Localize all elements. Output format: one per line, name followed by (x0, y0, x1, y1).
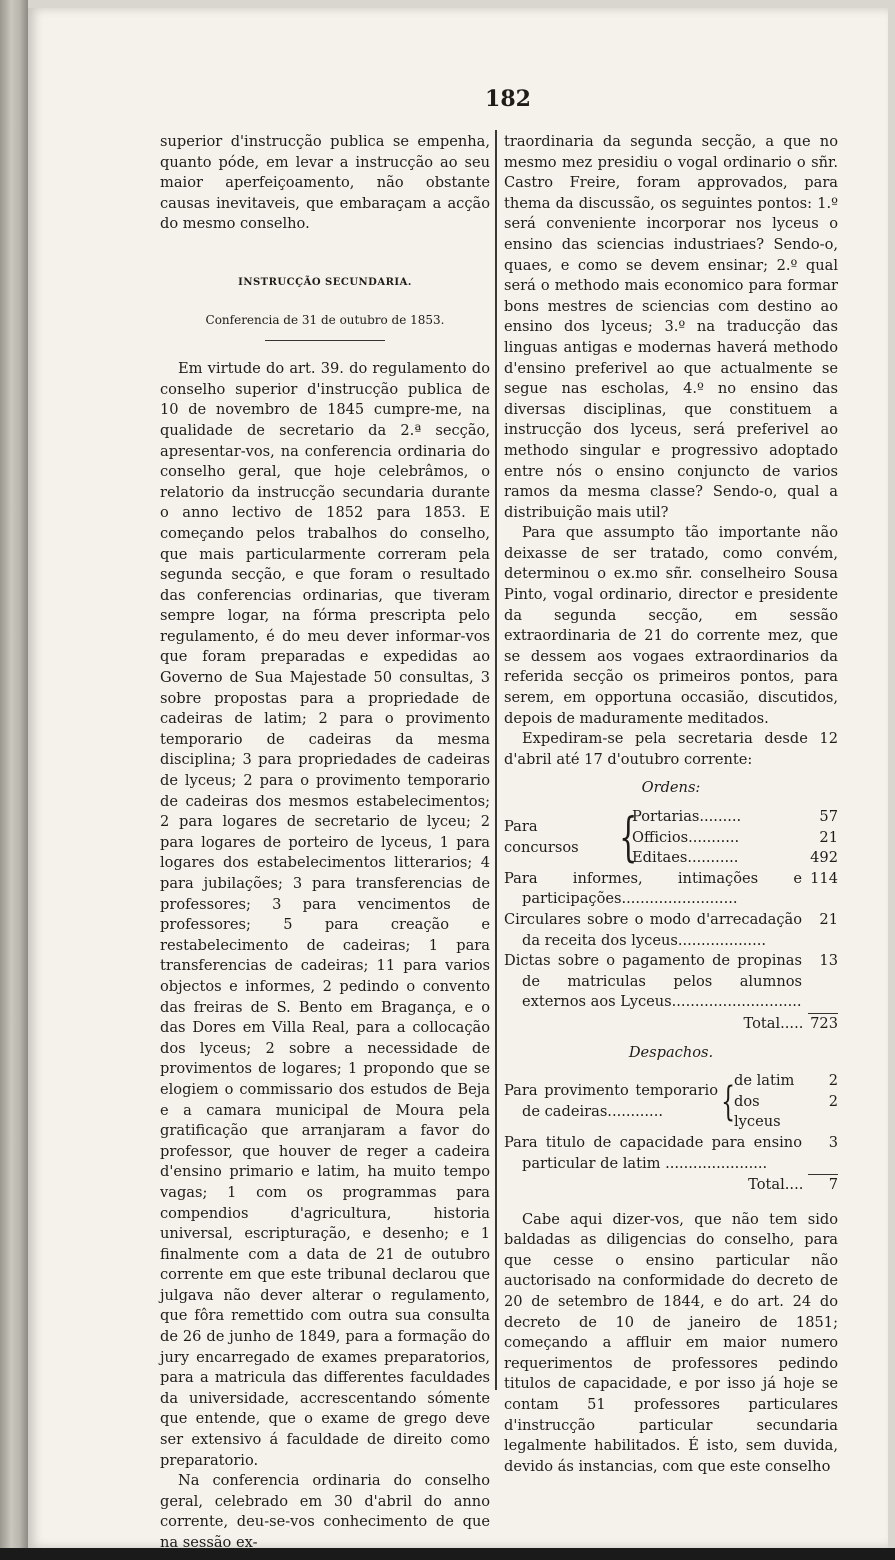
conference-date: Conferencia de 31 de outubro de 1853. (205, 312, 445, 327)
right-paragraph-1: traordinaria da segunda secção, a que no mesmo mez presidiu o vogal ordinario o sñr. Castro Freire, foram approvados, para thema da discussão, os seguintes pontos: 1.º será conveniente incorporar nos lyceus o ensino das sciencias industriaes? Sendo-o, quaes, e como se devem ensinar; 2.º qual será o methodo mais economico para formar bons mestres de sciencias com destino ao ensino dos lyceus; 3.º na traducção das linguas antigas e modernas haverá methodo d'ensino preferivel ao que actualmente se segue nas escholas, 4.º no ensino das diversas disciplinas, que constituem a instrucção dos lyceus, será preferivel ao methodo singular e progressivo adoptado entre nós o ensino conjuncto de varios ramos da mesma classe? Sendo-o, qual a distribuição mais util? (504, 133, 838, 521)
list-item: de latim 2 (734, 1072, 838, 1090)
brace-icon: { (619, 807, 638, 868)
concursos-block (504, 807, 838, 869)
circulares-row: Circulares sobre o modo d'arrecadação da receita dos lyceus................... 21 (504, 910, 838, 949)
right-paragraph-4: Cabe aqui dizer-vos, que não tem sido baldadas as diligencias do conselho, para que cesse o ensino particular não auctorisado na conformidade do decreto de 20 de setembro de 1844, e do art. 24 do decreto de 10 de janeiro de 1851; começando a affluir em maior numero requerimentos de professores pedindo titulos de capacidade, e por isso já hoje se contam 51 professores particulares d'instrucção particular secundaria legalmente habilitados. É isto, sem duvida, devido ás instancias, com que este conselho (504, 1210, 838, 1475)
list-item: Editaes........... 492 (632, 849, 838, 867)
list-item: dos lyceus 2 (734, 1092, 838, 1131)
page-number: 182 (485, 86, 531, 112)
provimento-items (734, 1071, 838, 1133)
left-paragraph-2: Na conferencia ordinaria do conselho geral, celebrado em 30 d'abril do anno corrente, deu-se-vos conhecimento de que na sessão ex- (160, 1472, 490, 1551)
ordens-total: Total..... 723 (504, 1013, 838, 1035)
dictas-row: Dictas sobre o pagamento de propinas de matriculas pelos alumnos externos aos Lyceus............................ 13 (504, 952, 838, 1011)
concursos-items (632, 807, 838, 869)
titulo-row: Para titulo de capacidade para ensino particular de latim ...................... 3 (504, 1133, 838, 1172)
ordens-title: Ordens: (641, 779, 701, 797)
left-column (160, 132, 490, 1554)
list-item: Officios........... 21 (632, 828, 838, 846)
left-opening-paragraph: superior d'instrucção publica se empenha, quanto póde, em levar a instrucção ao seu maior aperfeiçoamento, não obstante causas inevitaveis, que embaraçam a acção do mesmo conselho. (160, 133, 490, 233)
right-column (504, 132, 838, 1477)
provimento-label: Para provimento temporario de cadeiras............ (504, 1082, 718, 1121)
heading-rule (265, 340, 385, 341)
book-binding (0, 0, 28, 1560)
provimento-block (504, 1071, 838, 1133)
right-paragraph-3: Expediram-se pela secretaria desde 12 d'abril até 17 d'outubro corrente: (504, 730, 838, 768)
despachos-total-value: 7 (808, 1174, 838, 1196)
despachos-title: Despachos. (628, 1043, 714, 1061)
left-paragraph-1: Em virtude do art. 39. do regulamento do conselho superior d'instrucção publica de 10 de novembro de 1845 cumpre-me, na qualidade de secretario da 2.ª secção, apresentar-vos, na conferencia ordinaria do conselho geral, que hoje celebrâmos, o relatorio da instrucção secundaria durante o anno lectivo de 1852 para 1853. E começando pelos trabalhos do conselho, que mais particularmente correram pela segunda secção, e que foram o resultado das conferencias ordinarias, que tiveram sempre logar, na fórma prescripta pelo regulamento, é do meu dever informar-vos que foram preparadas e expedidas ao Governo de Sua Majestade 50 consultas, 3 sobre propostas para a propriedade de cadeiras de latim; 2 para o provimento temporario de cadeiras da mesma disciplina; 3 para propriedades de cadeiras de lyceus; 2 para o provimento temporario de cadeiras dos mesmos estabelecimentos; 2 para logares de secretario de lyceu; 2 para logares de porteiro de lyceus, 1 para logares dos estabelecimentos litterarios; 4 para jubilações; 3 para transferencias de professores; 3 para vencimentos de professores; 5 para creação e restabelecimento de cadeiras; 1 para transferencias de cadeiras; 11 para varios objectos e informes, 2 pedindo o convento das freiras de S. Bento em Bragança, e o das Dores em Villa Real, para a collocação dos lyceus; 2 sobre a necessidade de provimentos de logares; 1 propondo que se elogiem o commissario dos estudos de Beja e a camara municipal de Moura pela gratificação que arranjaram a favor do professor, que houver de reger a cadeira d'ensino primario e latim, ha muito tempo vagas; 1 com os programmas para compendios d'agricultura, historia universal, escripturação, e desenho; e 1 finalmente com a data de 21 de outubro corrente em que este tribunal declarou que julgava não dever alterar o regulamento, que fôra remettido com outra sua consulta de 26 de junho de 1849, para a formação do jury encarregado de exames preparatorios, para a matricula das differentes faculdades da universidade, accrescentando sómente que entende, que o exame de grego deve ser extensivo á faculdade de direito como preparatorio. (160, 360, 490, 1469)
section-heading: INSTRUCÇÃO SECUNDARIA. (238, 276, 412, 288)
informes-row: Para informes, intimações e participações......................... 114 (504, 869, 838, 908)
brace-icon: { (721, 1079, 736, 1126)
concursos-label: Para concursos (504, 818, 579, 856)
right-paragraph-2: Para que assumpto tão importante não deixasse de ser tratado, como convém, determinou o ex.mo sñr. conselheiro Sousa Pinto, vogal ordinario, director e presidente da segunda secção, em sessão extraordinaria de 21 do corrente mez, que se dessem aos vogaes extraordinarios da referida secção os primeiros pontos, para serem, em opportuna occasião, discutidos, depois de maduramente meditados. (504, 524, 838, 727)
ordens-total-value: 723 (808, 1013, 838, 1035)
list-item: Portarias......... 57 (632, 808, 838, 825)
column-divider (495, 130, 497, 1390)
despachos-total: Total.... 7 (504, 1174, 838, 1196)
